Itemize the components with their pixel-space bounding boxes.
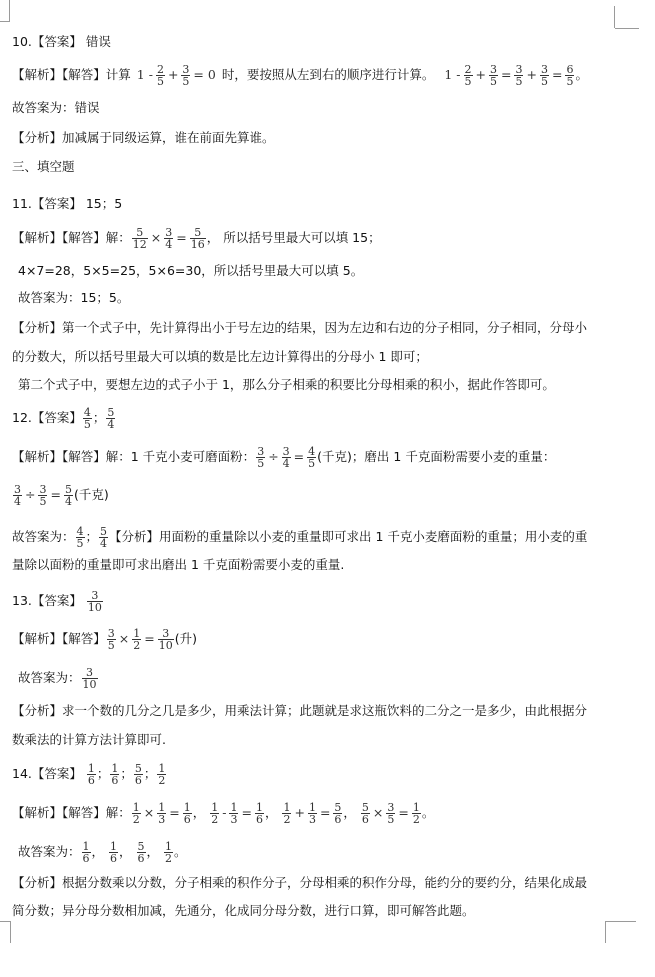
q10-analysis bbox=[12, 64, 588, 87]
comma: ， bbox=[264, 805, 278, 820]
q10-conclusion: 故答案为：错误 bbox=[12, 100, 100, 115]
times-sign: × bbox=[118, 631, 130, 646]
divide-sign: ÷ bbox=[25, 487, 36, 502]
fraction: $\frac{2}{5}$ bbox=[464, 63, 472, 88]
equals-sign: = bbox=[398, 805, 409, 820]
conclusion-label: 故答案为： bbox=[12, 529, 75, 544]
equals-sign: = bbox=[144, 631, 155, 646]
math-number: 1 bbox=[136, 67, 145, 82]
fraction: $\frac{1}{2}$ bbox=[211, 801, 219, 826]
q14-conclusion bbox=[18, 841, 187, 864]
fraction: $\frac{5}{6}$ bbox=[134, 762, 142, 787]
fenxi-text: 【分析】用面粉的重量除以小麦的重量即可求出 1 千克小麦磨面粉的重量；用小麦的重 bbox=[109, 529, 588, 544]
equals-sign: = bbox=[500, 67, 512, 82]
q12-conclusion bbox=[12, 526, 587, 549]
fraction: $\frac{1}{2}$ bbox=[412, 801, 420, 826]
conclusion-label: 故答案为： bbox=[18, 844, 81, 859]
q12-calc bbox=[12, 484, 109, 507]
unit: (千克) bbox=[317, 449, 352, 464]
fraction: $\frac{5}{4}$ bbox=[100, 525, 108, 550]
fraction: $\frac{4}{5}$ bbox=[308, 445, 316, 470]
fraction: $\frac{5}{4}$ bbox=[107, 406, 115, 431]
fraction: $\frac{5}{6}$ bbox=[334, 801, 342, 826]
fraction: $\frac{3}{10}$ bbox=[87, 589, 102, 614]
page-corner-mark bbox=[10, 921, 11, 943]
minus-sign: - bbox=[148, 67, 153, 82]
comma: ， bbox=[146, 844, 160, 859]
equals-sign: = bbox=[176, 230, 187, 245]
times-sign: × bbox=[150, 230, 162, 245]
fraction: $\frac{1}{2}$ bbox=[283, 801, 291, 826]
q12-fenxi-2: 量除以面粉的重量即可求出磨出 1 千克面粉需要小麦的重量. bbox=[12, 557, 345, 572]
q14-fenxi-1: 【分析】根据分数乘以分数，分子相乘的积作分子，分母相乘的积作分母，能约分的要约分，结果化成最 bbox=[12, 875, 588, 890]
analysis-text: 时，要按照从左到右的顺序进行计算。 bbox=[221, 67, 435, 82]
semicolon: ； bbox=[120, 766, 133, 781]
equals-sign: = bbox=[319, 805, 331, 820]
answer-label: 13.【答案】 bbox=[12, 593, 82, 608]
q14-answer bbox=[12, 763, 167, 786]
fraction: $\frac{3}{4}$ bbox=[14, 483, 21, 508]
q11-line2: 4×7=28，5×5=25，5×6=30，所以括号里最大可以填 5。 bbox=[18, 263, 364, 278]
fraction: $\frac{1}{2}$ bbox=[133, 627, 141, 652]
fraction: $\frac{1}{3}$ bbox=[158, 801, 166, 826]
plus-sign: + bbox=[167, 67, 179, 82]
q12-analysis bbox=[12, 446, 555, 469]
plus-sign: + bbox=[475, 67, 486, 82]
equals-sign: = bbox=[551, 67, 563, 82]
fraction: $\frac{3}{5}$ bbox=[257, 445, 265, 470]
fraction: $\frac{4}{5}$ bbox=[76, 525, 84, 550]
fraction: $\frac{1}{3}$ bbox=[230, 801, 238, 826]
fraction: $\frac{3}{4}$ bbox=[282, 445, 290, 470]
q11-answer: 11.【答案】 15；5 bbox=[12, 196, 123, 211]
q11-fenxi-3: 第二个式子中，要想左边的式子小于 1，那么分子相乘的积要比分母相乘的积小，据此作答即可。 bbox=[18, 377, 555, 392]
analysis-label: 【解析】【解答】解： bbox=[12, 230, 131, 245]
q14-analysis bbox=[12, 802, 434, 825]
q13-fenxi-1: 【分析】求一个数的几分之几是多少，用乘法计算；此题就是求这瓶饮料的二分之一是多少，由此根据分 bbox=[12, 703, 588, 718]
fraction: $\frac{1}{3}$ bbox=[308, 801, 316, 826]
q11-fenxi-1: 【分析】第一个式子中，先计算得出小于号左边的结果，因为左边和右边的分子相同，分子相同，分母小 bbox=[12, 320, 588, 335]
equals-sign: = bbox=[50, 487, 61, 502]
math-number: 1 bbox=[444, 67, 453, 82]
period: 。 bbox=[421, 805, 435, 820]
analysis-label: 【解析】【解答】解：1 千克小麦可磨面粉： bbox=[12, 449, 256, 464]
fraction: $\frac{3}{5}$ bbox=[387, 801, 395, 826]
q14-fenxi-2: 简分数；异分母分数相加减，先通分，化成同分母分数，进行口算，即可解答此题。 bbox=[12, 903, 475, 918]
q10-answer: 10.【答案】 错误 bbox=[12, 34, 111, 49]
q13-fenxi-2: 数乘法的计算方法计算即可. bbox=[12, 732, 166, 747]
section-heading: 三、填空题 bbox=[12, 159, 75, 174]
analysis-label: 【解析】【解答】解： bbox=[12, 805, 131, 820]
q12-answer bbox=[12, 407, 116, 430]
fraction: $\frac{3}{10}$ bbox=[158, 627, 173, 652]
semicolon: ； bbox=[92, 410, 106, 425]
plus-sign: + bbox=[294, 805, 305, 820]
unit: (千克) bbox=[73, 487, 109, 502]
page-corner-mark bbox=[615, 28, 639, 29]
fraction: $\frac{3}{5}$ bbox=[107, 627, 115, 652]
q11-analysis bbox=[12, 227, 381, 250]
minus-sign: - bbox=[222, 805, 227, 820]
equals-sign: = bbox=[293, 449, 305, 464]
analysis-text: ， 所以括号里最大可以填 15； bbox=[206, 230, 381, 245]
equals-sign: = bbox=[241, 805, 252, 820]
q13-conclusion bbox=[18, 667, 99, 690]
fraction: $\frac{1}{6}$ bbox=[82, 840, 90, 865]
fraction: $\frac{4}{5}$ bbox=[83, 406, 91, 431]
divide-sign: ÷ bbox=[268, 449, 279, 464]
fraction: $\frac{3}{5}$ bbox=[489, 63, 497, 88]
q13-answer bbox=[12, 590, 104, 613]
minus-sign: - bbox=[456, 67, 461, 82]
fraction: $\frac{1}{2}$ bbox=[132, 801, 140, 826]
analysis-label: 【解析】【解答】计算 bbox=[12, 67, 131, 82]
fraction: $\frac{3}{5}$ bbox=[515, 63, 523, 88]
fraction: $\frac{5}{6}$ bbox=[361, 801, 369, 826]
q10-fenxi: 【分析】加减属于同级运算，谁在前面先算谁。 bbox=[12, 130, 275, 145]
comma: ， bbox=[119, 844, 132, 859]
plus-sign: + bbox=[526, 67, 537, 82]
q13-analysis bbox=[12, 628, 197, 651]
comma: ， bbox=[343, 805, 356, 820]
fraction: $\frac{1}{6}$ bbox=[111, 762, 119, 787]
semicolon: ； bbox=[85, 529, 99, 544]
fraction: $\frac{3}{5}$ bbox=[182, 63, 190, 88]
fraction: $\frac{1}{6}$ bbox=[255, 801, 263, 826]
equals-sign: = bbox=[169, 805, 180, 820]
answer-label: 12.【答案】 bbox=[12, 410, 82, 425]
fraction: $\frac{1}{2}$ bbox=[158, 762, 166, 787]
fraction: $\frac{3}{4}$ bbox=[165, 226, 173, 251]
fraction: $\frac{1}{6}$ bbox=[110, 840, 118, 865]
page-corner-mark bbox=[0, 921, 10, 922]
conclusion-label: 故答案为： bbox=[18, 670, 81, 685]
comma: ， bbox=[91, 844, 105, 859]
fraction: $\frac{6}{5}$ bbox=[566, 63, 574, 88]
fraction: $\frac{3}{10}$ bbox=[82, 666, 97, 691]
q11-fenxi-2: 的分数大，所以括号里最大可以填的数是比左边计算得出的分母小 1 即可； bbox=[12, 349, 428, 364]
page-corner-mark bbox=[614, 6, 615, 28]
answer-label: 14.【答案】 bbox=[12, 766, 82, 781]
analysis-label: 【解析】【解答】 bbox=[12, 631, 106, 646]
fraction: $\frac{3}{5}$ bbox=[540, 63, 548, 88]
fraction: $\frac{3}{5}$ bbox=[39, 483, 47, 508]
times-sign: × bbox=[143, 805, 155, 820]
fraction: $\frac{1}{6}$ bbox=[183, 801, 191, 826]
page-corner-mark bbox=[0, 0, 10, 22]
fraction: $\frac{5}{12}$ bbox=[132, 226, 147, 251]
math-number: 0 bbox=[207, 67, 216, 82]
fraction: $\frac{2}{5}$ bbox=[156, 63, 164, 88]
times-sign: × bbox=[372, 805, 384, 820]
period: 。 bbox=[174, 844, 187, 859]
page-corner-mark bbox=[605, 921, 606, 943]
period: 。 bbox=[575, 67, 588, 82]
fraction: $\frac{1}{6}$ bbox=[87, 762, 95, 787]
unit: (升) bbox=[174, 631, 197, 646]
fraction: $\frac{5}{6}$ bbox=[137, 840, 145, 865]
fraction: $\frac{1}{2}$ bbox=[165, 840, 173, 865]
fraction: $\frac{5}{16}$ bbox=[190, 226, 205, 251]
page-corner-mark bbox=[606, 921, 636, 922]
fraction: $\frac{5}{4}$ bbox=[64, 483, 72, 508]
comma: ， bbox=[192, 805, 206, 820]
q11-conclusion: 故答案为：15；5。 bbox=[18, 290, 130, 305]
semicolon: ； bbox=[143, 766, 157, 781]
analysis-text: ；磨出 1 千克面粉需要小麦的重量： bbox=[351, 449, 556, 464]
semicolon: ； bbox=[96, 766, 110, 781]
equals-sign: = bbox=[193, 67, 204, 82]
